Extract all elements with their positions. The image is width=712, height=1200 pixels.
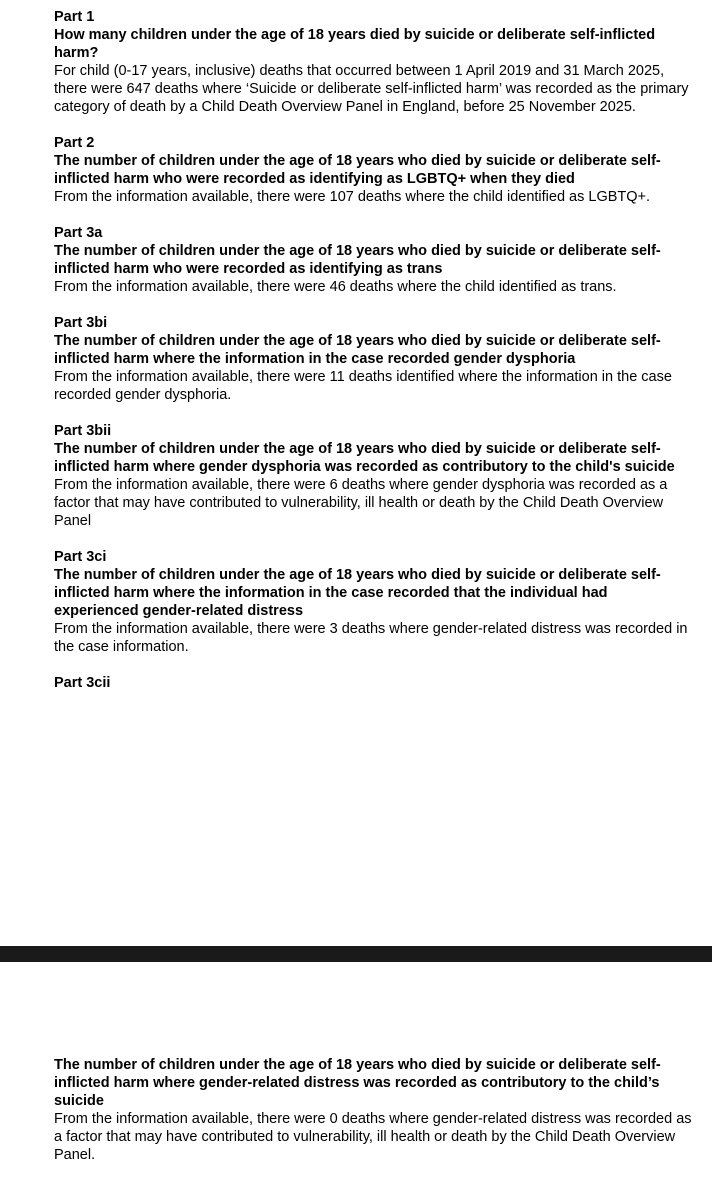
answer-text: From the information available, there were 107 deaths where the child identified as LGBTQ+. (54, 189, 651, 205)
section-part-3a (54, 224, 694, 296)
section-part-3cii (54, 674, 694, 692)
question-text: The number of children under the age of 18 years who died by suicide or deliberate self-inflicted harm where gender-related distress was recorded as contributory to the child’s suicide (54, 1057, 661, 1109)
part-label: Part 3bi (54, 315, 108, 331)
answer-text: From the information available, there were 3 deaths where gender-related distress was recorded in the case information. (54, 621, 688, 655)
answer-text: From the information available, there were 6 deaths where gender dysphoria was recorded as a factor that may have contributed to vulnerability, ill health or death by the Child Death Overview Panel (54, 477, 668, 529)
part-label: Part 3cii (54, 675, 111, 691)
answer-text: From the information available, there were 46 deaths where the child identified as trans. (54, 279, 617, 295)
answer-text: From the information available, there were 11 deaths identified where the information in the case recorded gender dysphoria. (54, 369, 672, 403)
question-text: The number of children under the age of 18 years who died by suicide or deliberate self-inflicted harm where the information in the case recorded gender dysphoria (54, 333, 661, 367)
section-part-3ci (54, 548, 694, 656)
page-break-divider (0, 946, 712, 962)
section-part-1 (54, 8, 694, 116)
question-text: The number of children under the age of 18 years who died by suicide or deliberate self-inflicted harm where the information in the case recorded that the individual had experienced gender-related distress (54, 567, 661, 619)
part-label: Part 3a (54, 225, 103, 241)
question-text: How many children under the age of 18 years died by suicide or deliberate self-inflicted harm? (54, 27, 656, 61)
question-text: The number of children under the age of 18 years who died by suicide or deliberate self-inflicted harm where gender dysphoria was recorded as contributory to the child's suicide (54, 441, 675, 475)
answer-text: From the information available, there were 0 deaths where gender-related distress was recorded as a factor that may have contributed to vulnerability, ill health or death by the Child Death Overview Panel. (54, 1111, 692, 1163)
section-part-3bii (54, 422, 694, 530)
section-part-2 (54, 134, 694, 206)
section-part-3bi (54, 314, 694, 404)
question-text: The number of children under the age of 18 years who died by suicide or deliberate self-inflicted harm who were recorded as identifying as trans (54, 243, 661, 277)
document-page-2 (54, 1056, 694, 1182)
document-page-1 (54, 8, 694, 710)
part-label: Part 1 (54, 9, 95, 25)
part-label: Part 2 (54, 135, 95, 151)
section-part-3cii-continued (54, 1056, 694, 1164)
answer-text: For child (0-17 years, inclusive) deaths that occurred between 1 April 2019 and 31 March 2025, there were 647 deaths where ‘Suicide or deliberate self-inflicted harm’ was recorded as the primary category of death by a Child Death Overview Panel in England, before 25 November 2025. (54, 63, 689, 115)
part-label: Part 3bii (54, 423, 112, 439)
question-text: The number of children under the age of 18 years who died by suicide or deliberate self-inflicted harm who were recorded as identifying as LGBTQ+ when they died (54, 153, 661, 187)
part-label: Part 3ci (54, 549, 107, 565)
